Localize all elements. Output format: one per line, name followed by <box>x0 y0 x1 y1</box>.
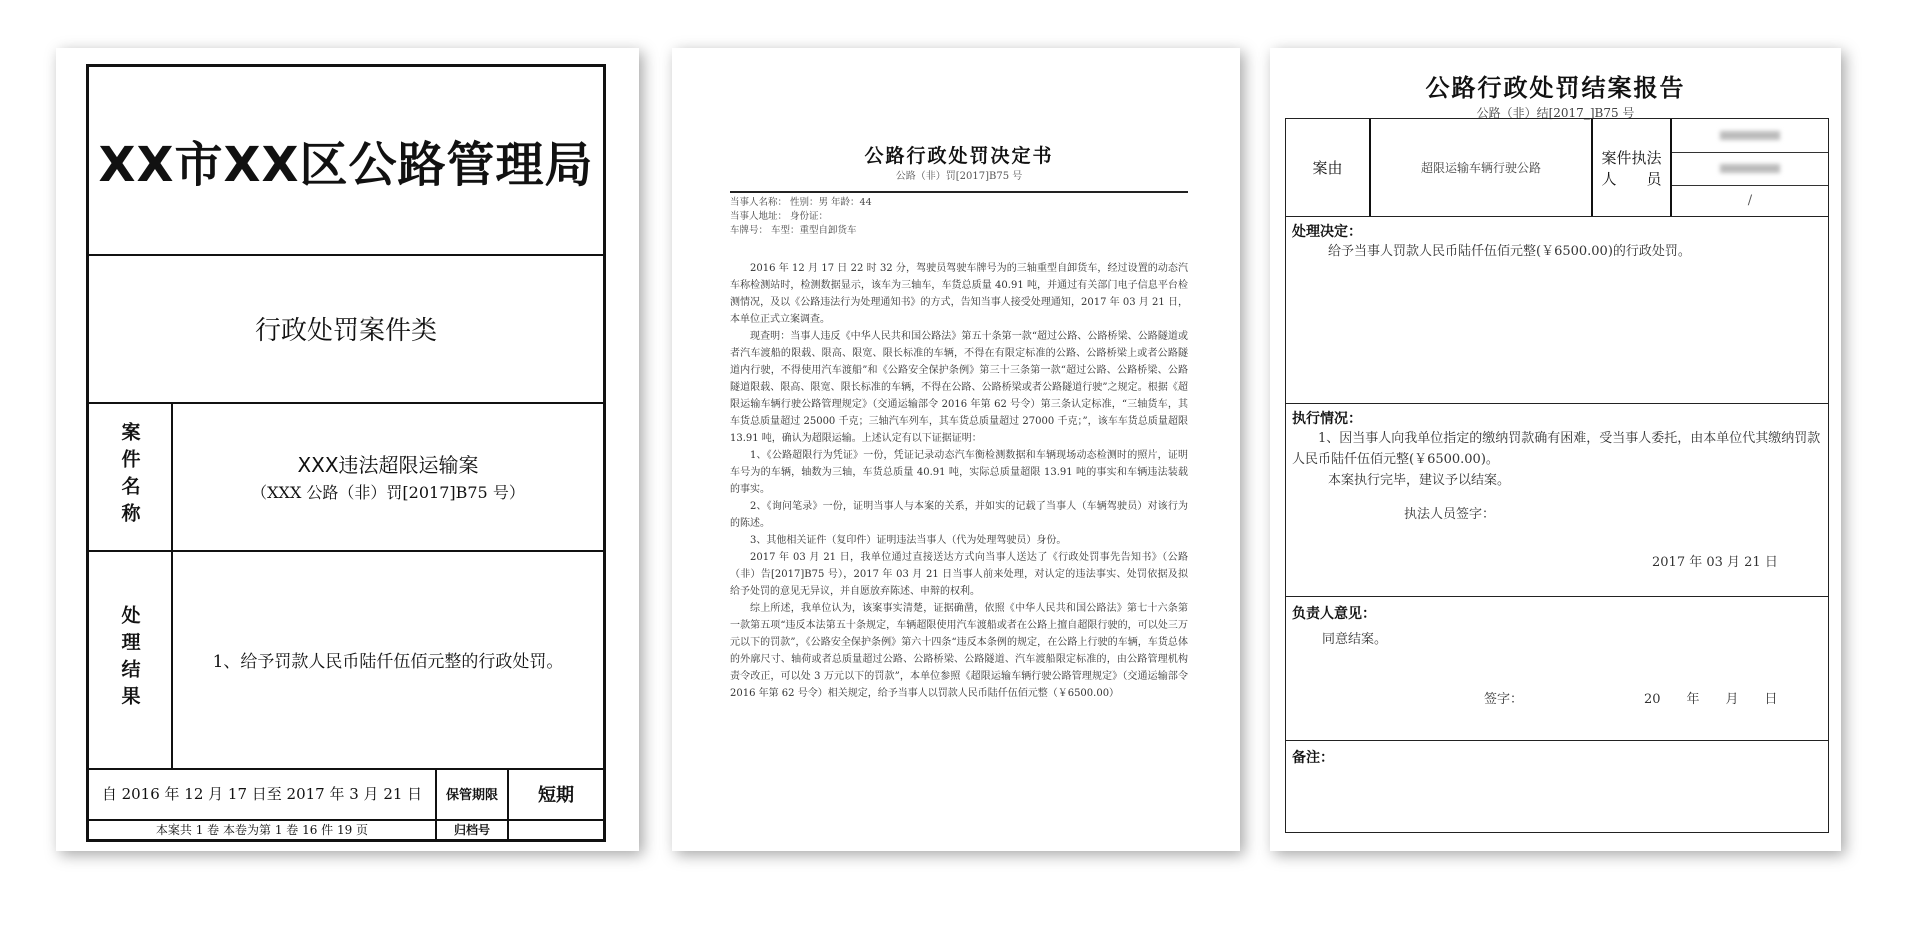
case-row <box>1286 119 1828 217</box>
redacted-officer-1 <box>1720 131 1780 140</box>
officer-names <box>1672 119 1828 216</box>
case-name-line1: XXX违法超限运输案 <box>297 453 479 477</box>
case-cause-value: 超限运输车辆行驶公路 <box>1371 119 1593 216</box>
decision-para-6: 2017 年 03 月 21 日，我单位通过直接送达方式向当事人送达了《行政处罚事先告知书》（公路（非）告[2017]B75 号），2017 年 03 月 21 日当事人前来处理，对认定的违法事实、处罚依据及拟给予处罚的意见无异议，并自愿放弃陈述、申辩的权利。 <box>730 552 1188 597</box>
result-label: 处理结果 <box>89 550 173 768</box>
closing-report-page <box>1270 48 1841 851</box>
party-line-3: 车牌号： 车型：重型自卸货车 <box>730 225 857 236</box>
decision-page <box>672 48 1240 851</box>
decision-section <box>1286 217 1828 404</box>
result-row <box>89 550 603 770</box>
decision-para-1: 2016 年 12 月 17 日 22 时 32 分，驾驶员驾驶车牌号为的三轴重型自卸货车，经过设置的动态汽车称检测站时，检测数据显示，该车为三轴车，车货总质量 40.91 吨，并通过有关部门电子信息平台检测情况，及以《公路违法行为处理通知书》的方式，告知当事人接受处理通知，2017 年 03 月 21 日，本单位正式立案调查。 <box>730 263 1188 325</box>
redacted-officer-2 <box>1720 164 1780 173</box>
head-opinion-label: 负责人意见： <box>1292 606 1376 622</box>
head-opinion-section <box>1286 597 1828 741</box>
report-title: 公路行政处罚结案报告 <box>1425 73 1686 102</box>
officer-label-line2: 人 员 <box>1601 169 1662 188</box>
case-category: 行政处罚案件类 <box>89 254 603 404</box>
decision-title: 公路行政处罚决定书 <box>864 145 1054 167</box>
decision-para-4: 2、《询问笔录》一份，证明当事人与本案的关系，并如实的记载了当事人（车辆驾驶员）对该行为的陈述。 <box>730 501 1188 529</box>
date-range: 自 2016 年 12 月 17 日至 2017 年 3 月 21 日 <box>89 768 437 819</box>
decision-document <box>730 144 1188 702</box>
officer-label <box>1593 119 1672 216</box>
execution-section <box>1286 404 1828 597</box>
case-name-label: 案件名称 <box>89 402 173 550</box>
decision-para-5: 3、其他相关证件（复印件）证明违法当事人（代为处理驾驶员）身份。 <box>750 535 1067 546</box>
officer-2 <box>1672 152 1828 186</box>
org-title: XX市XX区公路管理局 <box>89 67 603 256</box>
case-name-value <box>173 402 603 550</box>
case-name-line2: （XXX 公路（非）罚[2017]B75 号） <box>251 483 525 502</box>
officer-sign-label: 执法人员签字： <box>1404 507 1496 522</box>
result-value <box>173 550 603 768</box>
party-line-1: 当事人名称： 性别：男 年龄：44 <box>730 197 872 208</box>
decision-body <box>730 260 1188 702</box>
retention-value: 短期 <box>538 784 574 806</box>
officer-sign-date: 2017 年 03 月 21 日 <box>1652 555 1778 570</box>
officer-label-line1: 案件执法 <box>1601 148 1662 167</box>
retention-label: 保管期限 <box>437 768 509 819</box>
report-table <box>1285 118 1829 833</box>
volume-row <box>89 819 603 839</box>
report-doc-no: 公路（非）结[2017_]B75 号 <box>1476 106 1635 120</box>
remarks-label: 备注： <box>1292 750 1334 766</box>
head-opinion-text: 同意结案。 <box>1322 632 1388 647</box>
head-sign-label: 签字： <box>1484 692 1524 707</box>
decision-text: 给予当事人罚款人民币陆仟伍佰元整(￥6500.00)的行政处罚。 <box>1328 244 1691 259</box>
volume-info: 本案共 1 卷 本卷为第 1 卷 16 件 19 页 <box>89 819 437 839</box>
header-rule <box>730 191 1188 193</box>
officer-1 <box>1672 119 1828 153</box>
decision-para-7: 综上所述，我单位认为，该案事实清楚，证据确凿，依照《中华人民共和国公路法》第七十六条第一款第五项“违反本法第五十条规定，车辆超限使用汽车渡船或者在公路上擅自超限行驶的，可以处三万元以下的罚款”，《公路安全保护条例》第六十四条“违反本条例的规定，在公路上行驶的车辆，车货总体的外廓尺寸、轴荷或者总质量超过公路、公路桥梁、公路隧道、汽车渡船限定标准的，由公路管理机构责令改正，可以处 3 万元以下的罚款”，本单位参照《超限运输车辆行驶公路管理规定》（交通运输部令 2016 年第 62 号令）相关规定，给予当事人以罚款人民币陆仟伍佰元整（￥6500.00） <box>730 603 1188 699</box>
decision-para-2: 现查明：当事人违反《中华人民共和国公路法》第五十条第一款“超过公路、公路桥梁、公路隧道或者汽车渡船的限载、限高、限宽、限长标准的车辆，不得在有限定标准的公路、公路桥梁上或者公路隧道内行驶，不得使用汽车渡船”和《公路安全保护条例》第三十三条第一款“超过公路、公路桥梁、公路隧道限载、限高、限宽、限长标准的车辆，不得在公路、公路桥梁或者公路隧道行驶”之规定。根据《超限运输车辆行驶公路管理规定》（交通运输部令 2016 年第 62 号令）第三条认定标准，“三轴货车，其车货总质量超过 25000 千克；三轴汽车列车，其车货总质量超过 27000 千克；”，该车车货总质量超限 13.91 吨，确认为超限运输。上述认定有以下证据证明： <box>730 331 1188 444</box>
result-text: 1、给予罚款人民币陆仟伍佰元整的行政处罚。 <box>212 651 564 672</box>
file-cover-page <box>56 48 639 851</box>
head-sign-date: 20 年 月 日 <box>1644 692 1778 707</box>
decision-doc-no: 公路（非）罚[2017]B75 号 <box>895 171 1023 182</box>
execution-text-1: 1、因当事人向我单位指定的缴纳罚款确有困难，受当事人委托，由本单位代其缴纳罚款人民币陆仟伍佰元整(￥6500.00)。 <box>1292 431 1821 467</box>
party-line-2: 当事人地址： 身份证： <box>730 211 829 222</box>
decision-label: 处理决定： <box>1292 224 1362 240</box>
remarks-section <box>1286 741 1828 832</box>
officer-3: / <box>1747 192 1753 208</box>
execution-text-2: 本案执行完毕，建议予以结案。 <box>1328 473 1511 488</box>
date-row <box>89 768 603 821</box>
cover-frame <box>86 64 606 842</box>
archive-label: 归档号 <box>437 819 509 839</box>
archive-value <box>509 819 603 839</box>
decision-para-3: 1、《公路超限行为凭证》一份，凭证记录动态汽车衡检测数据和车辆现场动态检测时的照片，证明车号为的车辆，轴数为三轴，车货总质量 40.91 吨，实际总质量超限 13.91 吨的事实和车辆违法装载的事实。 <box>730 450 1188 495</box>
case-name-row <box>89 402 603 552</box>
case-cause-label: 案由 <box>1286 119 1371 216</box>
execution-label: 执行情况： <box>1292 411 1362 427</box>
